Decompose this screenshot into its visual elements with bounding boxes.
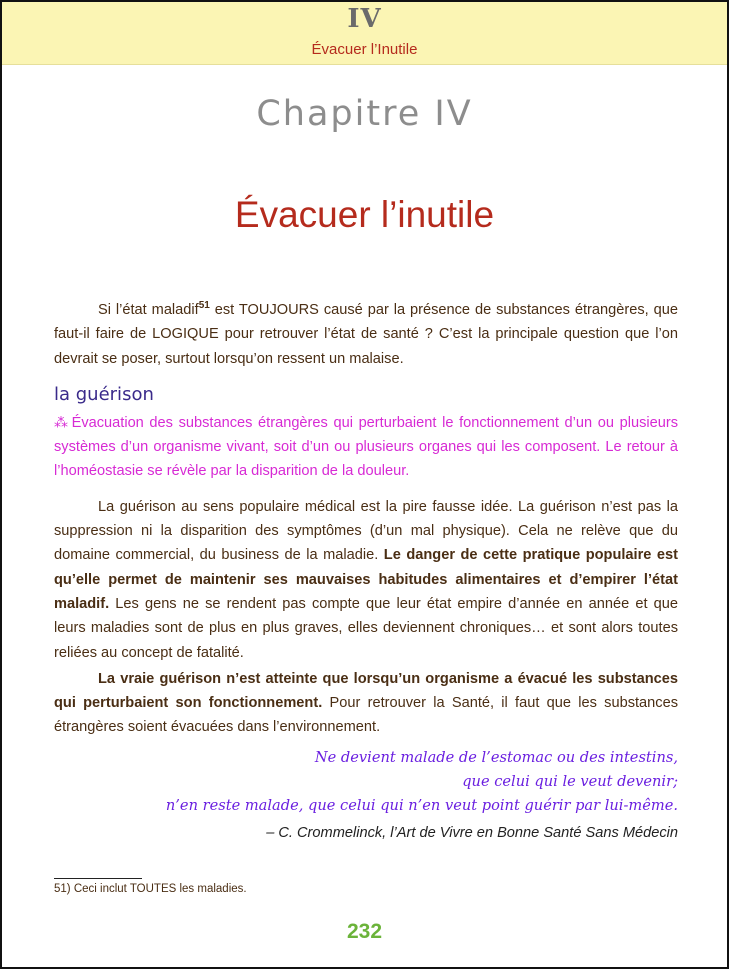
footnote-reference: 51: [198, 300, 210, 312]
page-number: 232: [346, 920, 383, 943]
paragraph-guerison: [54, 495, 678, 665]
chapter-header-band: [2, 2, 727, 65]
intro-text-before: Si l’état maladif: [98, 302, 199, 318]
paragraph3-text-after: Pour retrouver la Santé, il faut que les substances étrangères soient évacuées dans l’environnement.: [54, 695, 678, 736]
footnote: 51) Ceci inclut TOUTES les maladies.: [54, 883, 247, 895]
header-chapter-subtitle: Évacuer l’Inutile: [311, 41, 418, 58]
definition-text: Évacuation des substances étrangères qui perturbaient le fonctionnement d’un ou plusieurs systèmes d’un organisme vivant, soit d’un ou plusieurs organes qui les composent. Le retour à l’homéostasie se révèle par la disparition de la douleur.: [54, 414, 679, 480]
quote-block: [54, 746, 678, 819]
quote-line-1: Ne devient malade de l’estomac ou des intestins,: [314, 748, 678, 766]
paragraph2-text-after: Les gens ne se rendent pas compte que leur état empire d’année en année et que leurs maladies sont de plus en plus graves, elles deviennent chroniques… et sont alors toutes reliées au concept de fatalité.: [54, 595, 678, 661]
paragraph2-text-before: La guérison au sens populaire médical est la pire fausse idée. La guérison n’est pas la suppression ni la disparition des symptômes (d’un mal physique). Cela ne relève que du domaine commercial, du business de la maladie.: [54, 498, 678, 564]
asterism-icon: ⁂: [54, 413, 68, 430]
footnote-divider: [54, 878, 142, 879]
section-heading: la guérison: [54, 383, 154, 405]
paragraph3-bold: La vraie guérison n’est atteinte que lorsqu’un organisme a évacué les substances qui perturbaient son fonctionnement.: [54, 670, 678, 712]
quote-line-2: que celui qui le veut devenir;: [462, 773, 678, 791]
paragraph-vraie-guerison: [54, 667, 678, 740]
body-content: [54, 298, 678, 845]
paragraph2-bold: Le danger de cette pratique populaire est qu’elle permet de maintenir ses mauvaises habitudes alimentaires et d’empirer l’état maladif.: [54, 547, 678, 612]
quote-line-3: n’en reste malade, que celui qui n’en veut point guérir par lui-même.: [165, 797, 678, 815]
definition-paragraph: [54, 410, 678, 484]
chapter-label: Chapitre IV: [256, 94, 473, 134]
intro-paragraph: [54, 298, 678, 371]
quote-attribution: – C. Crommelinck, l’Art de Vivre en Bonne Santé Sans Médecin: [266, 824, 678, 841]
chapter-title: Évacuer l’inutile: [234, 194, 495, 235]
header-chapter-number: IV: [347, 4, 382, 34]
intro-text-after: est TOUJOURS causé par la présence de substances étrangères, que faut-il faire de LOGIQUE pour retrouver l’état de santé ? C’est la principale question que l’on devrait se poser, surtout lorsqu’on ressent un malaise.: [54, 302, 678, 367]
